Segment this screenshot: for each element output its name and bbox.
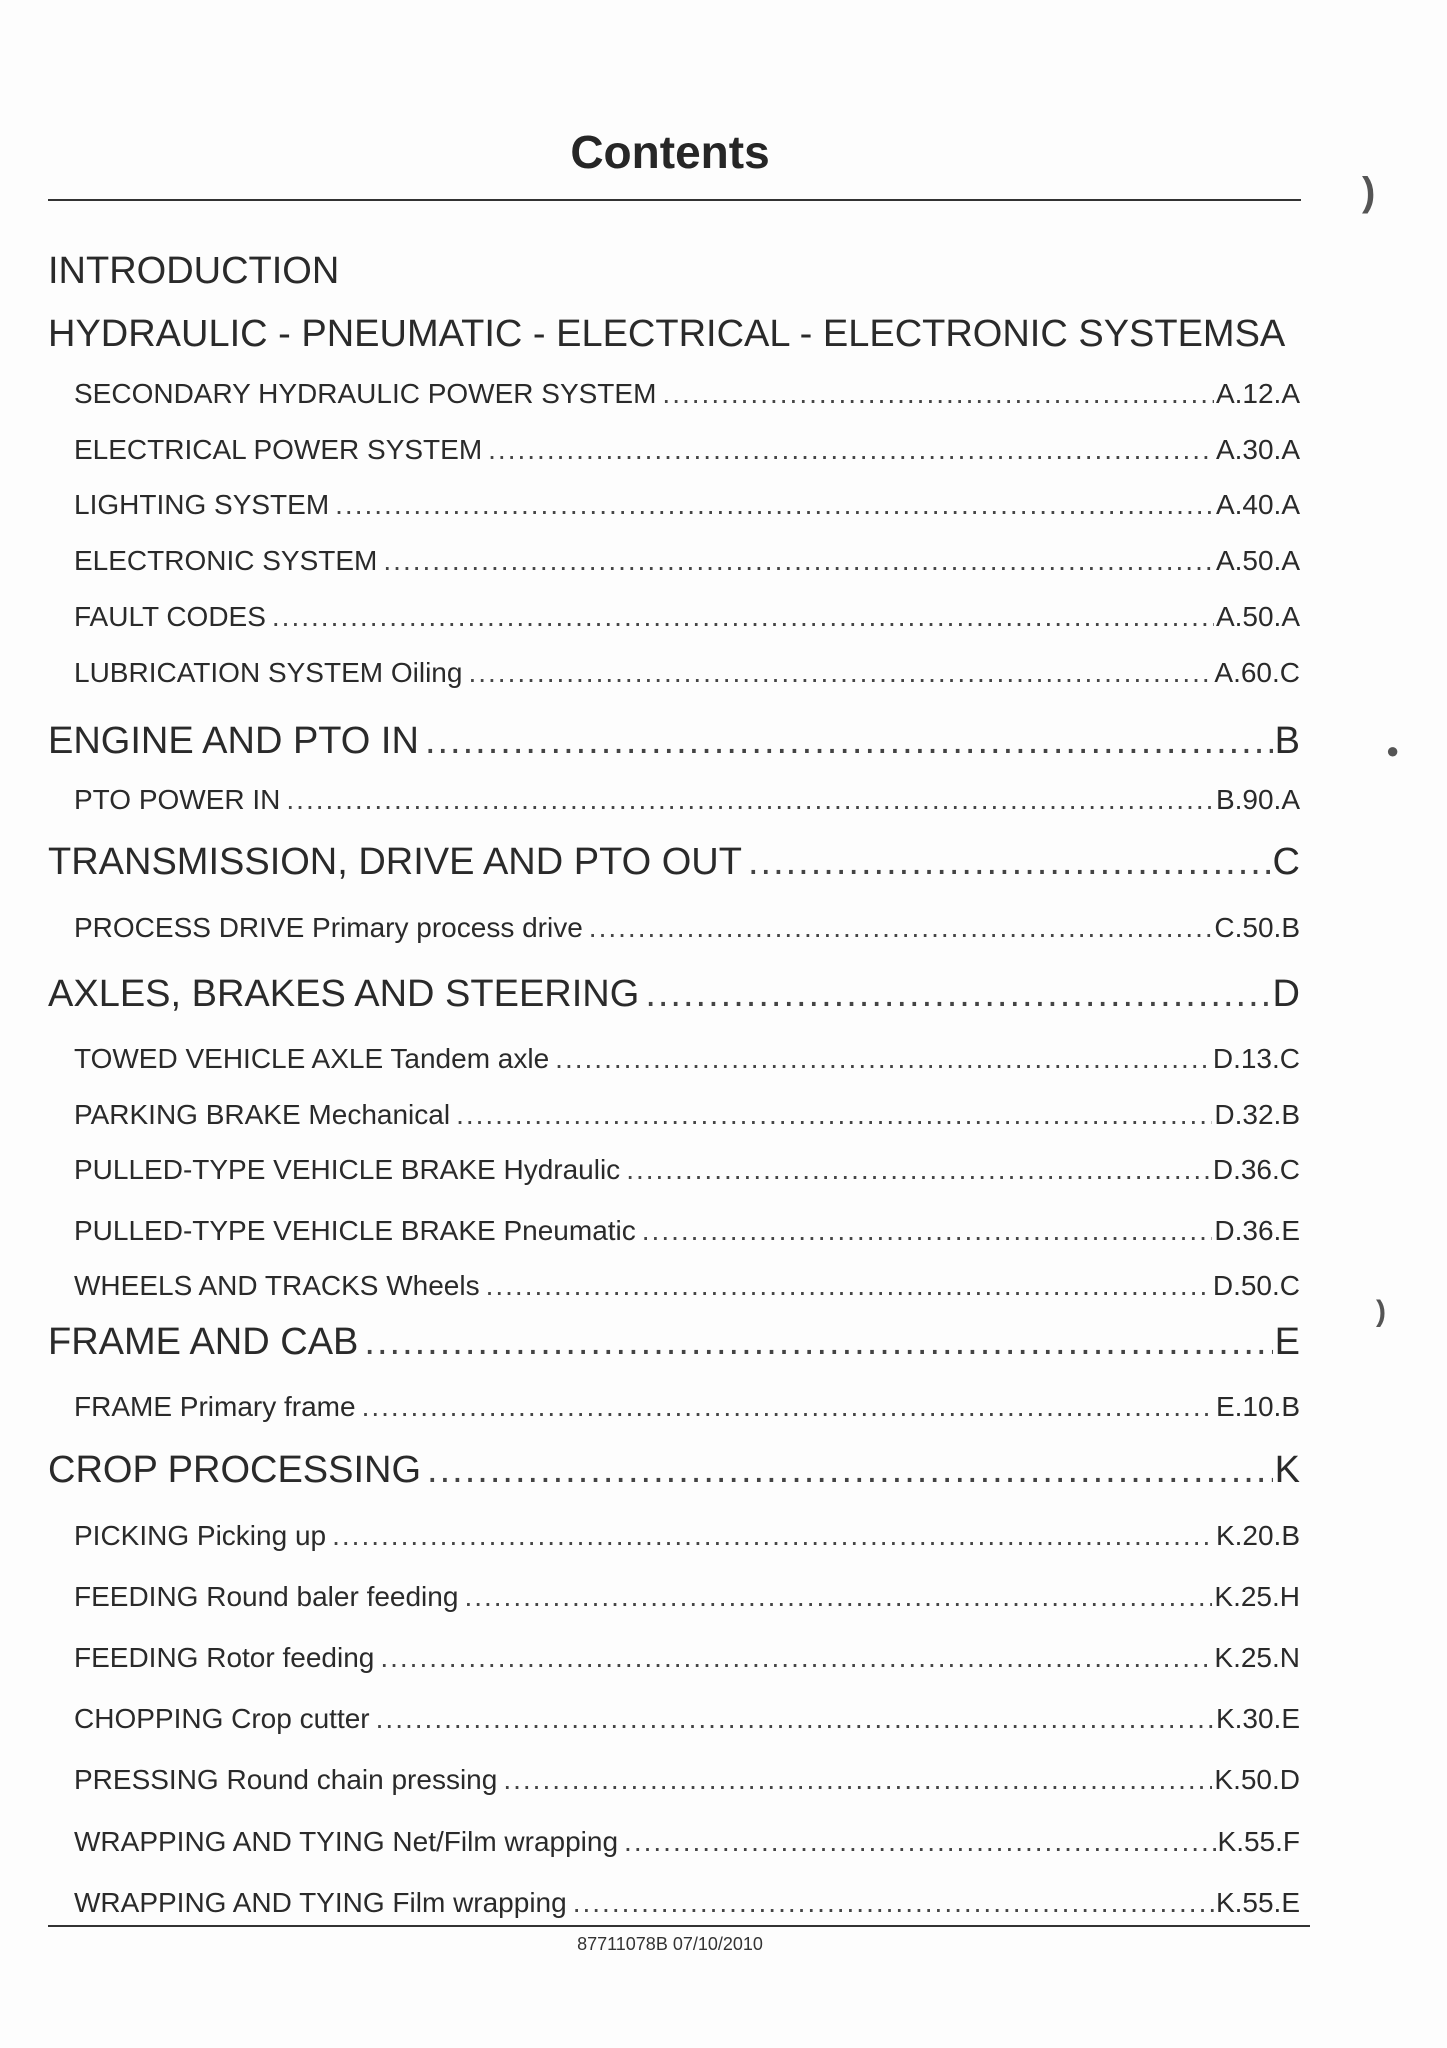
dot-leader	[272, 601, 1214, 633]
entry-ref: C.50.B	[1214, 912, 1300, 943]
entry-label: WRAPPING AND TYING Net/Film wrapping	[74, 1826, 619, 1857]
dot-leader	[645, 973, 1270, 1016]
dot-leader	[427, 1449, 1273, 1492]
toc-entry[interactable]	[74, 1581, 1300, 1613]
entry-ref: A.60.C	[1214, 657, 1300, 688]
entry-ref: D.36.E	[1214, 1215, 1300, 1246]
entry-ref: A.50.A	[1215, 601, 1300, 632]
toc-entry[interactable]	[74, 1703, 1300, 1735]
entry-ref: K.50.D	[1214, 1764, 1300, 1795]
section-label: CROP PROCESSING	[48, 1449, 422, 1491]
dot-leader	[335, 489, 1214, 521]
entry-label: LIGHTING SYSTEM	[74, 489, 330, 520]
section-label: AXLES, BRAKES AND STEERING	[48, 973, 640, 1015]
toc-entry[interactable]	[74, 1764, 1300, 1796]
dot-leader	[286, 784, 1214, 816]
entry-ref: D.32.B	[1214, 1099, 1300, 1130]
toc-entry[interactable]	[74, 1270, 1300, 1302]
dot-leader	[376, 1703, 1214, 1735]
entry-ref: A.40.A	[1215, 489, 1300, 520]
toc-section-c[interactable]	[48, 841, 1300, 884]
toc-section-e[interactable]	[48, 1321, 1300, 1364]
toc-entry[interactable]	[74, 1154, 1300, 1186]
entry-ref: K.55.F	[1217, 1826, 1300, 1857]
entry-ref: K.30.E	[1215, 1703, 1300, 1734]
dot-leader	[662, 378, 1214, 410]
entry-ref: A.12.A	[1215, 378, 1300, 409]
toc-entry[interactable]	[74, 489, 1300, 521]
entry-label: PARKING BRAKE Mechanical	[74, 1099, 451, 1130]
dot-leader	[573, 1887, 1214, 1919]
section-letter: C	[1272, 841, 1300, 883]
dot-leader	[488, 434, 1214, 466]
toc-entry[interactable]	[74, 784, 1300, 816]
entry-ref: K.55.E	[1215, 1887, 1300, 1918]
title-rule	[48, 199, 1301, 201]
entry-label: WHEELS AND TRACKS Wheels	[74, 1270, 480, 1301]
toc-entry[interactable]	[74, 1887, 1300, 1919]
binder-hole-mark: ●	[1386, 738, 1400, 763]
entry-label: FEEDING Rotor feeding	[74, 1642, 375, 1673]
toc-entry[interactable]	[74, 434, 1300, 466]
toc-entry[interactable]	[74, 1826, 1300, 1858]
toc-section-b[interactable]	[48, 720, 1300, 763]
footer-rule	[48, 1925, 1310, 1927]
toc-section-d[interactable]	[48, 973, 1300, 1016]
toc-entry[interactable]	[74, 1391, 1300, 1423]
dot-leader	[380, 1642, 1212, 1674]
toc-entry[interactable]	[74, 1043, 1300, 1075]
dot-leader	[362, 1391, 1214, 1423]
toc-entry[interactable]	[74, 601, 1300, 633]
toc-entry[interactable]	[74, 1099, 1300, 1131]
toc-entry[interactable]	[74, 1642, 1300, 1674]
entry-ref: K.20.B	[1215, 1520, 1300, 1551]
entry-label: ELECTRONIC SYSTEM	[74, 545, 378, 576]
dot-leader	[464, 1581, 1212, 1613]
entry-label: PICKING Picking up	[74, 1520, 327, 1551]
dot-leader	[383, 545, 1214, 577]
section-label: TRANSMISSION, DRIVE AND PTO OUT	[48, 841, 742, 883]
binder-hole-mark: )	[1376, 1295, 1386, 1328]
dot-leader	[332, 1520, 1214, 1552]
dot-leader	[364, 1321, 1272, 1364]
entry-ref: D.50.C	[1212, 1270, 1300, 1301]
dot-leader	[486, 1270, 1211, 1302]
dot-leader	[748, 841, 1271, 884]
entry-ref: B.90.A	[1215, 784, 1300, 815]
section-label: ENGINE AND PTO IN	[48, 720, 419, 762]
section-label: FRAME AND CAB	[48, 1321, 359, 1363]
toc-entry[interactable]	[74, 1215, 1300, 1247]
section-introduction[interactable]: INTRODUCTION	[48, 250, 340, 292]
entry-label: FEEDING Round baler feeding	[74, 1581, 459, 1612]
entry-label: PROCESS DRIVE Primary process drive	[74, 912, 583, 943]
entry-ref: D.13.C	[1212, 1043, 1300, 1074]
toc-entry[interactable]	[74, 1520, 1300, 1552]
dot-leader	[468, 657, 1212, 689]
dot-leader	[456, 1099, 1212, 1131]
entry-label: PULLED-TYPE VEHICLE BRAKE Hydraulic	[74, 1154, 621, 1185]
entry-label: WRAPPING AND TYING Film wrapping	[74, 1887, 567, 1918]
dot-leader	[503, 1764, 1212, 1796]
entry-label: ELECTRICAL POWER SYSTEM	[74, 434, 483, 465]
dot-leader	[626, 1154, 1211, 1186]
toc-section-k[interactable]	[48, 1449, 1300, 1492]
entry-label: FRAME Primary frame	[74, 1391, 356, 1422]
entry-label: PTO POWER IN	[74, 784, 281, 815]
section-a-heading[interactable]: HYDRAULIC - PNEUMATIC - ELECTRICAL - ELECTRONIC SYSTEMSA	[48, 313, 1286, 355]
entry-ref: A.30.A	[1215, 434, 1300, 465]
dot-leader	[624, 1826, 1215, 1858]
dot-leader	[589, 912, 1213, 944]
entry-ref: D.36.C	[1212, 1154, 1300, 1185]
entry-label: LUBRICATION SYSTEM Oiling	[74, 657, 463, 688]
section-letter: E	[1274, 1321, 1300, 1363]
section-letter: D	[1272, 973, 1300, 1015]
dot-leader	[555, 1043, 1211, 1075]
entry-label: SECONDARY HYDRAULIC POWER SYSTEM	[74, 378, 657, 409]
entry-ref: K.25.N	[1214, 1642, 1300, 1673]
section-letter: K	[1274, 1449, 1300, 1491]
entry-ref: K.25.H	[1214, 1581, 1300, 1612]
toc-entry[interactable]	[74, 545, 1300, 577]
entry-ref: E.10.B	[1215, 1391, 1300, 1422]
entry-label: TOWED VEHICLE AXLE Tandem axle	[74, 1043, 550, 1074]
toc-entry[interactable]	[74, 912, 1300, 944]
entry-label: PULLED-TYPE VEHICLE BRAKE Pneumatic	[74, 1215, 636, 1246]
footer-document-code: 87711078B 07/10/2010	[577, 1934, 763, 1954]
section-letter: B	[1274, 720, 1300, 762]
entry-label: PRESSING Round chain pressing	[74, 1764, 498, 1795]
page-title: Contents	[570, 126, 770, 178]
toc-entry[interactable]	[74, 657, 1300, 689]
toc-entry[interactable]	[74, 378, 1300, 410]
binder-hole-mark: )	[1362, 170, 1376, 214]
dot-leader	[425, 720, 1273, 763]
entry-label: CHOPPING Crop cutter	[74, 1703, 370, 1734]
dot-leader	[642, 1215, 1213, 1247]
entry-ref: A.50.A	[1215, 545, 1300, 576]
entry-label: FAULT CODES	[74, 601, 266, 632]
